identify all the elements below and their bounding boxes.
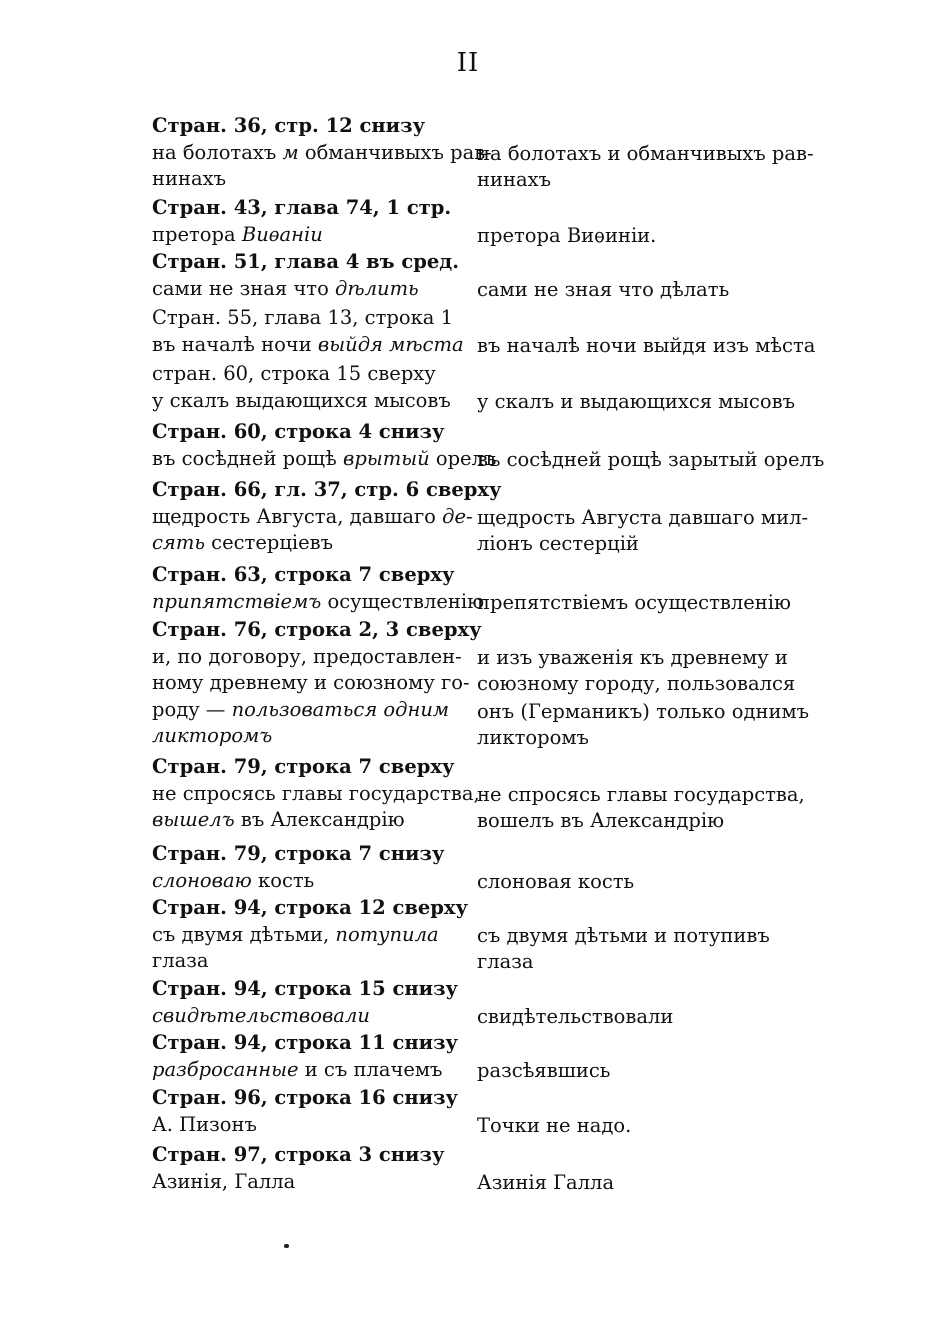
correction-line: Точки не надо. — [477, 1114, 632, 1137]
erroneous-word: м — [282, 140, 299, 164]
correction-line: нинахъ — [477, 168, 552, 191]
erratum-text-line — [152, 723, 458, 750]
erratum-wrong-text — [152, 1142, 458, 1195]
erroneous-word: выйдя мѣста — [317, 332, 464, 356]
erratum-text-line: у скалъ выдающихся мысовъ — [152, 388, 451, 412]
erratum-location: Стран. 94, строка 15 снизу — [152, 977, 459, 1000]
erratum-text-line — [152, 222, 458, 249]
erratum-location: Стран. 79, строка 7 снизу — [152, 842, 445, 865]
plain-text: на болотахъ — [152, 140, 283, 164]
page-number: II — [456, 48, 480, 78]
correction-line: на болотахъ и обманчивыхъ рав- — [477, 142, 814, 165]
erratum-wrong-text — [152, 617, 482, 750]
erratum-text-line — [152, 868, 458, 895]
erratum-text-line: А. Пизонъ — [152, 1112, 257, 1136]
erratum-text-line: и, по договору, предоставлен- — [152, 644, 462, 668]
erratum-text-line: Азинія, Галла — [152, 1169, 296, 1193]
erratum-location: Стран. 94, строка 11 снизу — [152, 1031, 459, 1054]
correction-line: съ двумя дѣтьми и потупивъ — [477, 924, 770, 947]
erratum-text-line: ному древнему и союзному го- — [152, 671, 470, 694]
plain-text: щедрость Августа, давшаго — [152, 504, 443, 528]
erratum-location: Стран. 43, глава 74, 1 стр. — [152, 196, 452, 219]
erratum-text-line: глаза — [152, 949, 209, 972]
plain-text: осуществленію — [321, 589, 485, 613]
correction-line: въ сосѣдней рощѣ зарытый орелъ — [477, 448, 825, 471]
erratum-location: стран. 60, строка 15 сверху — [152, 362, 436, 385]
erratum-wrong-text — [152, 895, 469, 975]
erratum-wrong-text — [152, 976, 458, 1029]
erratum-text-line — [152, 589, 485, 616]
erratum-text-line — [152, 1057, 458, 1084]
correction-line: ліонъ сестерцій — [477, 532, 639, 555]
plain-text: орелъ — [429, 446, 497, 470]
plain-text: сестерціевъ — [204, 531, 334, 554]
erratum-text-line — [152, 140, 492, 167]
erratum-location: Стран. 36, стр. 12 снизу — [152, 114, 426, 137]
erroneous-word: припятствіемъ — [152, 589, 322, 613]
correction-line: претора Виѳиніи. — [477, 224, 657, 247]
correction-line: щедрость Августа давшаго мил- — [477, 506, 809, 529]
plain-text: кость — [251, 868, 315, 892]
erratum-wrong-text — [152, 562, 485, 615]
erroneous-word: де- — [442, 504, 473, 528]
erroneous-word: врытый — [342, 446, 430, 470]
correction-line: вошелъ въ Александрію — [477, 809, 725, 832]
plain-text: съ двумя дѣтьми, — [152, 922, 336, 946]
correction-line: онъ (Германикъ) только однимъ — [477, 700, 810, 723]
correction-line: разсѣявшись — [477, 1059, 611, 1082]
erratum-location: Стран. 60, строка 4 снизу — [152, 420, 445, 443]
erroneous-word: сять — [152, 531, 205, 554]
erratum-text-line — [152, 332, 464, 359]
plain-text: въ сосѣдней рощѣ — [152, 446, 343, 470]
erratum-wrong-text — [152, 361, 458, 414]
erratum-wrong-text — [152, 841, 458, 894]
erroneous-word: Виѳаніи — [241, 222, 323, 246]
erratum-location: Стран. 51, глава 4 въ сред. — [152, 250, 460, 273]
erratum-wrong-text — [152, 195, 458, 248]
erratum-wrong-text — [152, 113, 492, 193]
print-speck — [284, 1244, 289, 1248]
erroneous-word: пользоваться одним — [231, 697, 450, 721]
plain-text: сами не зная что — [152, 276, 336, 300]
correction-line: Азинія Галла — [477, 1171, 615, 1194]
plain-text: претора — [152, 222, 242, 246]
erratum-wrong-text — [152, 1030, 458, 1083]
erratum-location: Стран. 66, гл. 37, стр. 6 сверху — [152, 478, 502, 501]
correction-line: сами не зная что дѣлать — [477, 278, 730, 301]
plain-text: обманчивыхъ рав- — [298, 140, 492, 164]
erratum-text-line — [152, 807, 458, 834]
erroneous-word: ликторомъ — [152, 724, 273, 747]
erratum-text-line: не спросясь главы государства, — [152, 781, 480, 805]
correction-line: ликторомъ — [477, 726, 589, 749]
correction-line: препятствіемъ осуществленію — [477, 591, 791, 614]
erroneous-word: разбросанные — [152, 1057, 299, 1081]
correction-line: у скалъ и выдающихся мысовъ — [477, 390, 795, 413]
correction-line: не спросясь главы государства, — [477, 783, 805, 806]
plain-text: роду — — [152, 697, 232, 721]
erratum-location: Стран. 97, строка 3 снизу — [152, 1143, 445, 1166]
correction-line: слоновая кость — [477, 870, 635, 893]
erratum-wrong-text — [152, 419, 497, 472]
correction-line: и изъ уваженія къ древнему и — [477, 646, 788, 669]
erroneous-word: вышелъ — [152, 808, 235, 831]
erratum-location: Стран. 55, глава 13, строка 1 — [152, 306, 454, 329]
erratum-text-line — [152, 922, 458, 949]
erroneous-word: свидѣтельствовали — [152, 1003, 370, 1027]
correction-line: свидѣтельствовали — [477, 1005, 674, 1028]
erratum-text-line — [152, 276, 458, 303]
erratum-location: Стран. 76, строка 2, 3 сверху — [152, 618, 482, 641]
plain-text: въ началѣ ночи — [152, 332, 318, 356]
erratum-text-line — [152, 697, 458, 724]
erratum-text-line — [152, 1003, 458, 1030]
correction-line: союзному городу, пользовался — [477, 672, 796, 695]
correction-line: глаза — [477, 950, 534, 973]
erratum-wrong-text — [152, 1085, 458, 1138]
erroneous-word: дѣлить — [335, 276, 419, 300]
erratum-location: Стран. 63, строка 7 сверху — [152, 563, 455, 586]
erratum-wrong-text — [152, 754, 480, 834]
erratum-wrong-text — [152, 249, 458, 302]
erratum-text-line — [152, 530, 458, 557]
plain-text: въ Александрію — [234, 808, 405, 831]
erroneous-word: слоноваю — [152, 868, 252, 892]
correction-line: въ началѣ ночи выйдя изъ мѣста — [477, 334, 816, 357]
erroneous-word: потупила — [335, 922, 439, 946]
erratum-location: Стран. 79, строка 7 сверху — [152, 755, 455, 778]
erratum-wrong-text — [152, 305, 464, 358]
erratum-wrong-text — [152, 477, 502, 557]
erratum-location: Стран. 94, строка 12 сверху — [152, 896, 469, 919]
erratum-text-line — [152, 446, 497, 473]
erratum-text-line: нинахъ — [152, 167, 227, 190]
erratum-text-line — [152, 504, 473, 531]
erratum-location: Стран. 96, строка 16 снизу — [152, 1086, 459, 1109]
plain-text: и съ плачемъ — [298, 1057, 443, 1081]
